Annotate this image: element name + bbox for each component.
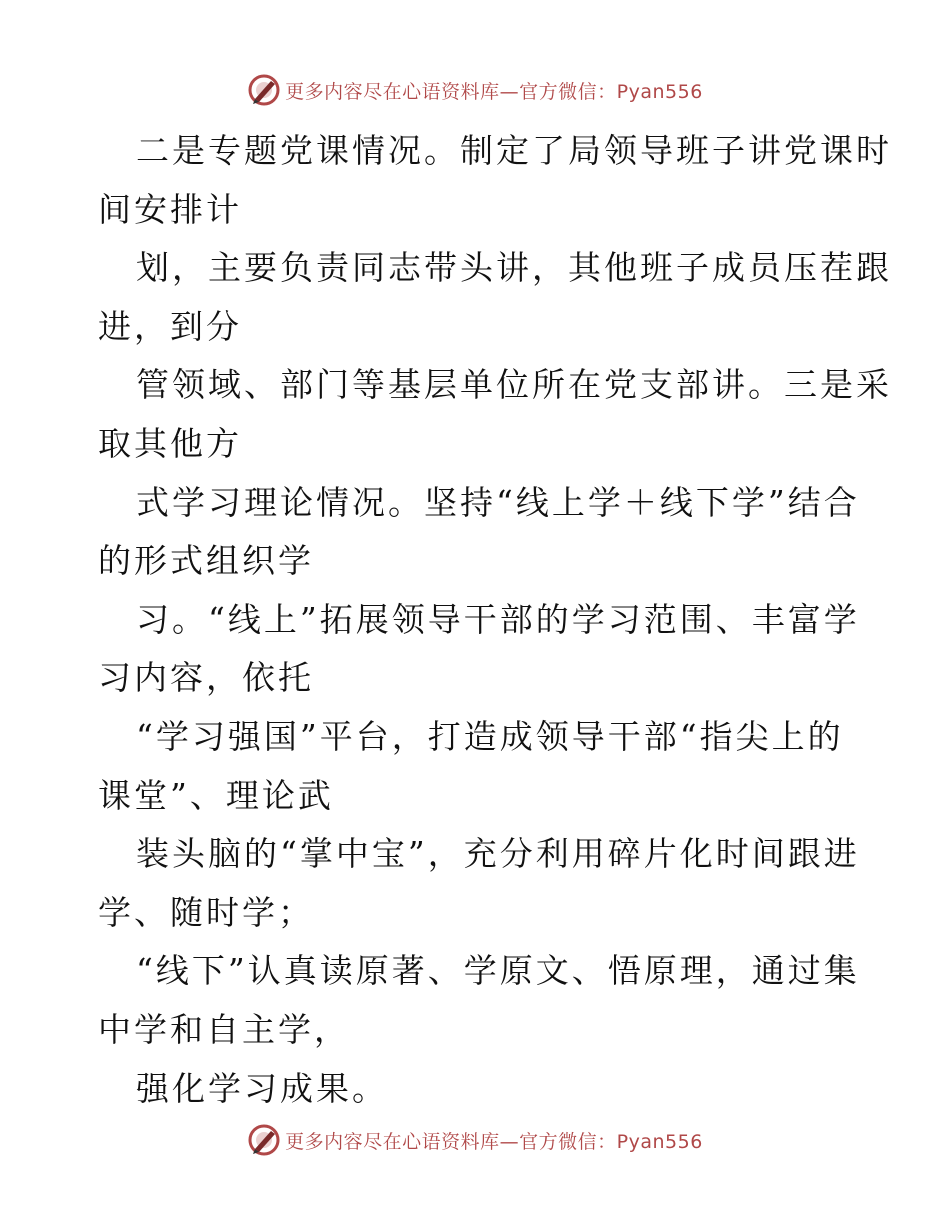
watermark-text: 更多内容尽在心语资料库—官方微信：Pyan556 — [285, 80, 703, 103]
document-body — [98, 122, 892, 1118]
body-line: 二是专题党课情况。制定了局领导班子讲党课时 — [136, 131, 892, 170]
body-line: 强化学习成果。 — [136, 1068, 388, 1108]
pen-seal-icon — [247, 73, 281, 107]
body-line: 习内容，依托 — [98, 658, 314, 698]
body-line: 进，到分 — [98, 306, 242, 346]
body-line: 课堂”、理论武 — [98, 775, 334, 815]
body-line: 式学习理论情况。坚持“线上学＋线下学”结合 — [136, 482, 860, 522]
body-line: 学、随时学； — [98, 892, 314, 932]
watermark-text: 更多内容尽在心语资料库—官方微信：Pyan556 — [285, 1130, 703, 1153]
body-line: “学习强国”平台，打造成领导干部“指尖上的 — [136, 716, 844, 756]
body-line: 习。“线上”拓展领导干部的学习范围、丰富学 — [136, 599, 860, 639]
pen-seal-icon — [247, 1123, 281, 1157]
body-line: 间安排计 — [98, 189, 242, 229]
body-line: 划，主要负责同志带头讲，其他班子成员压茬跟 — [136, 248, 892, 288]
body-line: 装头脑的“掌中宝”，充分利用碎片化时间跟进 — [136, 834, 860, 874]
body-line: 的形式组织学 — [98, 541, 314, 581]
body-line: 管领域、部门等基层单位所在党支部讲。三是采 — [136, 365, 892, 405]
header-watermark — [0, 70, 950, 110]
body-line: 取其他方 — [98, 423, 242, 463]
body-line: 中学和自主学， — [98, 1009, 350, 1049]
body-line: “线下”认真读原著、学原文、悟原理，通过集 — [136, 951, 860, 991]
footer-watermark — [0, 1120, 950, 1160]
